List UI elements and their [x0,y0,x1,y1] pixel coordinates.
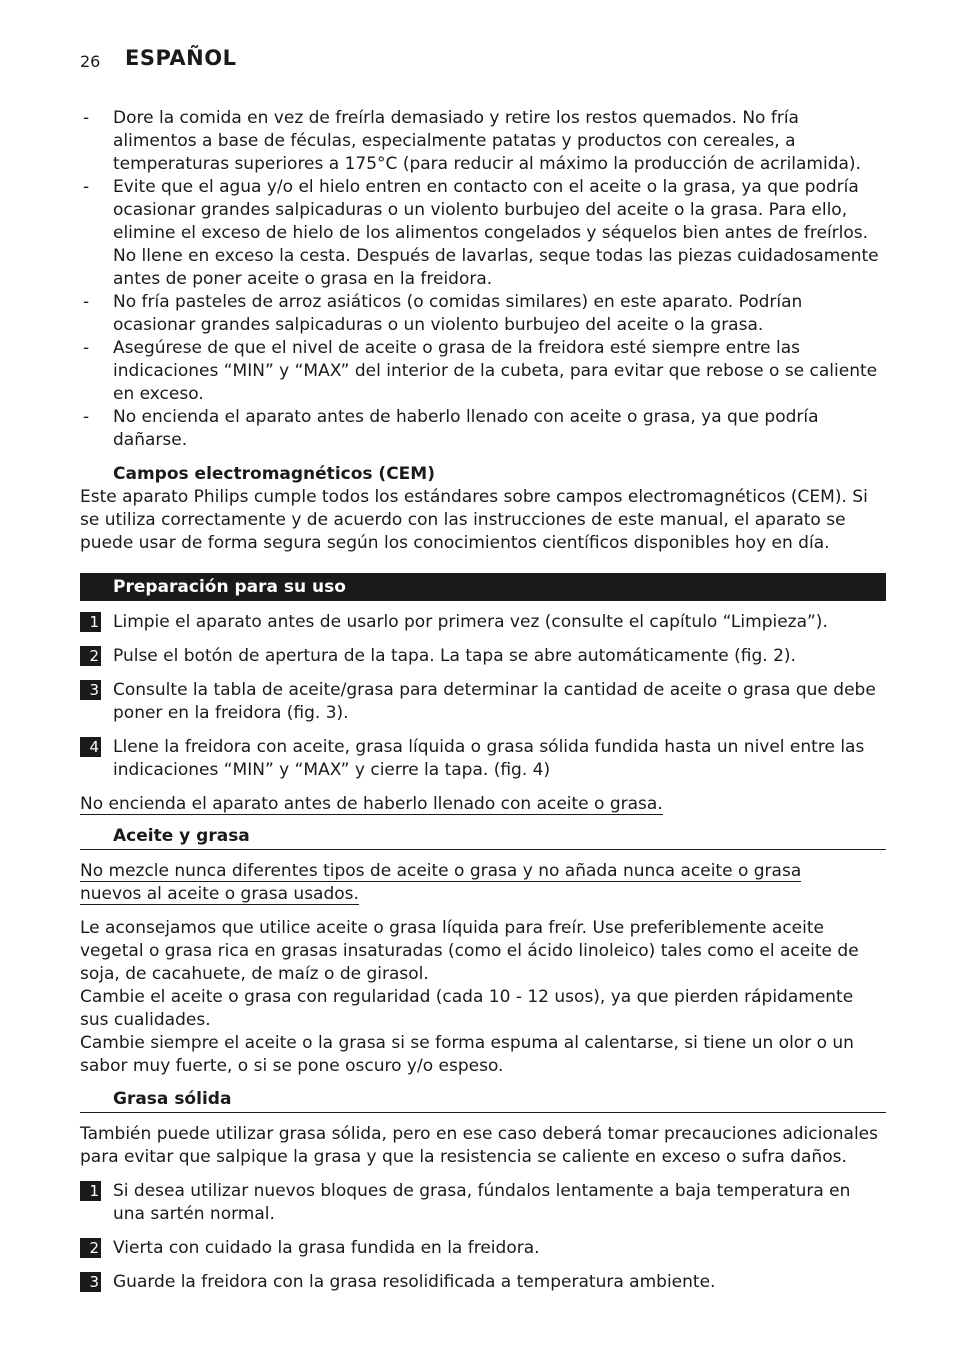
step-item [80,1271,886,1294]
step-text: Pulse el botón de apertura de la tapa. La tapa se abre automáticamente (fig. 2). [113,646,796,666]
warning-text: No encienda el aparato antes de haberlo llenado con aceite o grasa. [80,794,663,814]
aceite-paragraph-2: Cambie el aceite o grasa con regularidad (cada 10 - 12 usos), ya que pierden rápidamente sus cualidades. [80,987,854,1030]
grasa-steps [80,1180,886,1294]
bullet-text: No fría pasteles de arroz asiáticos (o comidas similares) en este aparato. Podrían ocasionar grandes salpicaduras o un violento burbujeo del aceite o la grasa. [113,292,803,335]
step-item [80,1180,886,1226]
step-item [80,736,886,782]
step-text: Consulte la tabla de aceite/grasa para determinar la cantidad de aceite o grasa que debe poner en la freidora (fig. 3). [113,680,876,723]
page-content [80,107,886,1294]
cem-heading: Campos electromagnéticos (CEM) [113,464,435,484]
grasa-heading: Grasa sólida [80,1088,886,1113]
step-item [80,679,886,725]
bullet-text: Evite que el agua y/o el hielo entren en contacto con el aceite o la grasa, ya que podría ocasionar grandes salpicaduras o un violento burbujeo del aceite o la grasa. Para ello, elimine el exceso de hielo de los alimentos congelados y séquelos bien antes de freírlos. No llene en exceso la cesta. Después de lavarlas, seque todas las piezas cuidadosamente antes de poner aceite o grasa en la freidora. [113,177,879,289]
preparation-warning [80,793,886,816]
grasa-intro: También puede utilizar grasa sólida, pero en ese caso deberá tomar precauciones adicionales para evitar que salpique la grasa y que la resistencia se caliente en exceso o sufra daños. [80,1124,878,1167]
step-number: 3 [80,680,101,700]
bullet-text: No encienda el aparato antes de haberlo llenado con aceite o grasa, ya que podría dañarse. [113,407,819,450]
step-text: Limpie el aparato antes de usarlo por primera vez (consulte el capítulo “Limpieza”). [113,612,828,632]
cem-text: Este aparato Philips cumple todos los estándares sobre campos electromagnéticos (CEM). Si se utiliza correctamente y de acuerdo con las instrucciones de este manual, el aparato se puede usar de forma segura según los conocimientos científicos disponibles hoy en día. [80,487,868,553]
step-number: 1 [80,1181,101,1201]
bullet-item: - Dore la comida en vez de freírla demasiado y retire los restos quemados. No fría alimentos a base de féculas, especialmente patatas y productos con cereales, a temperaturas superiores a 175°C (para reducir al máximo la producción de acrilamida). [83,108,861,174]
bullet-item: - Asegúrese de que el nivel de aceite o grasa de la freidora esté siempre entre las indicaciones “MIN” y “MAX” del interior de la cubeta, para evitar que rebose o se caliente en exceso. [83,338,878,404]
language-title: ESPAÑOL [125,46,237,70]
step-item [80,611,886,634]
bullet-item: - Evite que el agua y/o el hielo entren en contacto con el aceite o la grasa, ya que podría ocasionar grandes salpicaduras o un violento burbujeo del aceite o la grasa. Para ello, elimine el exceso de hielo de los alimentos congelados y séquelos bien antes de freírlos. No llene en exceso la cesta. Después de lavarlas, seque todas las piezas cuidadosamente antes de poner aceite o grasa en la freidora. [83,177,879,289]
warning-text: No mezcle nunca diferentes tipos de aceite o grasa y no añada nunca aceite o grasa nuevos al aceite o grasa usados. [80,861,802,904]
aceite-heading: Aceite y grasa [80,825,886,850]
step-number: 4 [80,737,101,757]
step-text: Vierta con cuidado la grasa fundida en la freidora. [113,1238,540,1258]
step-number: 3 [80,1272,101,1292]
bullet-text: Asegúrese de que el nivel de aceite o grasa de la freidora esté siempre entre las indicaciones “MIN” y “MAX” del interior de la cubeta, para evitar que rebose o se caliente en exceso. [113,338,878,404]
step-text: Llene la freidora con aceite, grasa líquida o grasa sólida fundida hasta un nivel entre las indicaciones “MIN” y “MAX” y cierre la tapa. (fig. 4) [113,737,865,780]
step-text: Guarde la freidora con la grasa resolidificada a temperatura ambiente. [113,1272,716,1292]
step-number: 2 [80,646,101,666]
aceite-paragraph-1: Le aconsejamos que utilice aceite o grasa líquida para freír. Use preferiblemente aceite vegetal o grasa rica en grasas insaturadas (como el ácido linoleico) tales como el aceite de soja, de cacahuete, de maíz o de girasol. [80,918,859,984]
step-item [80,1237,886,1260]
bullet-item: - No encienda el aparato antes de haberlo llenado con aceite o grasa, ya que podría dañarse. [83,407,819,450]
step-item [80,645,886,668]
bullet-item: - No fría pasteles de arroz asiáticos (o comidas similares) en este aparato. Podrían ocasionar grandes salpicaduras o un violento burbujeo del aceite o la grasa. [83,292,803,335]
step-number: 1 [80,612,101,632]
preparation-steps [80,611,886,782]
safety-bullet-list [80,107,886,452]
step-text: Si desea utilizar nuevos bloques de grasa, fúndalos lentamente a baja temperatura en una sartén normal. [113,1181,851,1224]
bullet-text: Dore la comida en vez de freírla demasiado y retire los restos quemados. No fría alimentos a base de féculas, especialmente patatas y productos con cereales, a temperaturas superiores a 175°C (para reducir al máximo la producción de acrilamida). [113,108,861,174]
step-number: 2 [80,1238,101,1258]
page-number: 26 [80,52,101,71]
section-bar-preparacion: Preparación para su uso [80,573,886,601]
aceite-paragraph-3: Cambie siempre el aceite o la grasa si se forma espuma al calentarse, si tiene un olor o un sabor muy fuerte, o si se pone oscuro y/o espeso. [80,1033,854,1076]
aceite-warning [80,860,860,906]
